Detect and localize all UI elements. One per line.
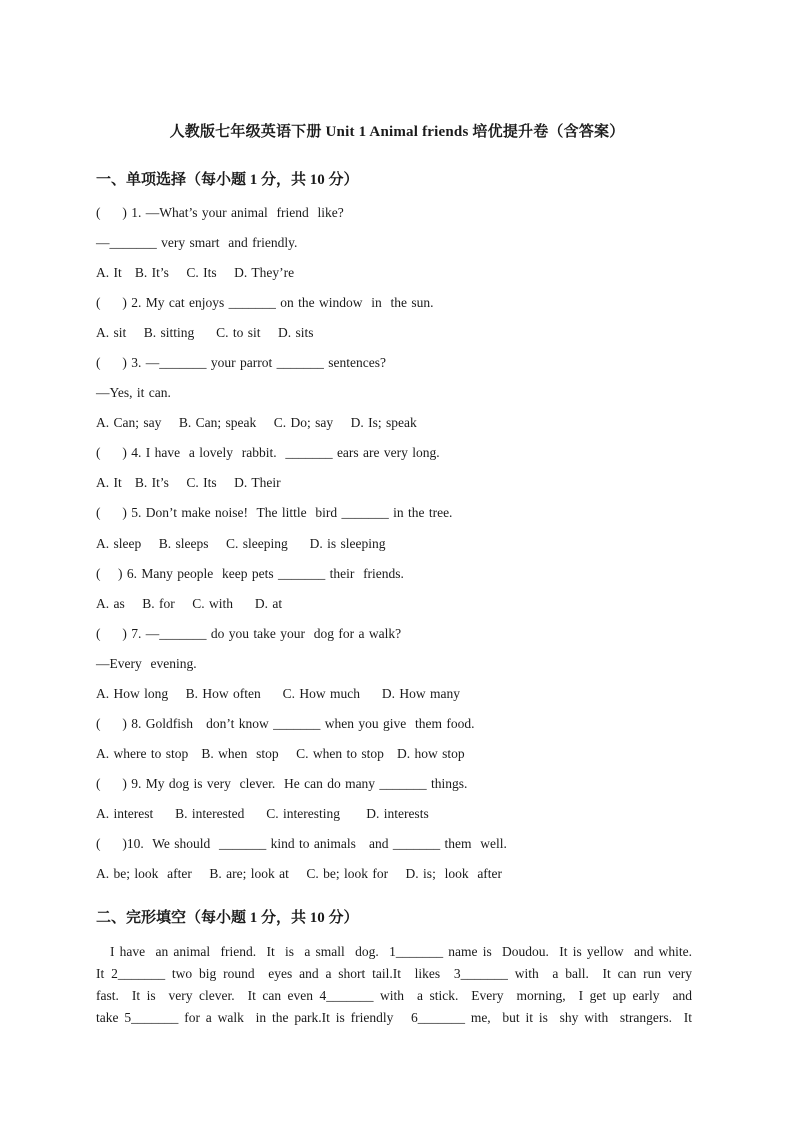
answer-options: A. interest B. interested C. interesting D. interests [96,805,429,821]
answer-options: A. sit B. sitting C. to sit D. sits [96,325,314,341]
answer-options: A. It B. It’s C. Its D. Their [96,475,281,491]
passage-line: take 5_______ for a walk in the park.It is friendly 6_______ me, but it is shy with strangers. It [96,1010,692,1025]
question-line: ( ) 8. Goldfish don’t know _______ when you give them food. [96,715,475,731]
answer-options: A. How long B. How often C. How much D. How many [96,685,460,701]
question-line: ( ) 3. —_______ your parrot _______ sentences? [96,355,386,371]
question-line: ( ) 2. My cat enjoys _______ on the window in the sun. [96,295,434,311]
question-line: ( ) 6. Many people keep pets _______ their friends. [96,565,404,581]
question-line: ( )10. We should _______ kind to animals and _______ them well. [96,835,507,851]
question-line: —Yes, it can. [96,385,171,401]
passage-line: fast. It is very clever. It can even 4_______ with a stick. Every morning, I get up early and [96,988,692,1003]
page-title: 人教版七年级英语下册 Unit 1 Animal friends 培优提升卷（含答案） [169,124,625,140]
passage-line: I have an animal friend. It is a small dog. 1_______ name is Doudou. It is yellow and white. [110,944,692,959]
answer-options: A. as B. for C. with D. at [96,595,283,611]
answer-options: A. It B. It’s C. Its D. They’re [96,265,295,281]
cloze-passage [96,941,692,1029]
question-line: —Every evening. [96,655,197,671]
question-line: ( ) 1. —What’s your animal friend like? [96,205,344,220]
answer-options: A. Can; say B. Can; speak C. Do; say D. Is; speak [96,415,417,431]
question-line: ( ) 7. —_______ do you take your dog for a walk? [96,625,402,641]
section-heading-cloze: 二、完形填空（每小题 1 分，共 10 分） [96,910,359,926]
answer-options: A. where to stop B. when stop C. when to stop D. how stop [96,745,465,761]
section-heading-multiple-choice: 一、单项选择（每小题 1 分，共 10 分） [96,172,359,188]
passage-line: It 2_______ two big round eyes and a short tail.It likes 3_______ with a ball. It can run very [96,966,692,981]
question-line: —_______ very smart and friendly. [96,235,298,251]
question-line: ( ) 4. I have a lovely rabbit. _______ ears are very long. [96,445,440,461]
answer-options: A. be; look after B. are; look at C. be; look for D. is; look after [96,866,503,882]
question-line: ( ) 9. My dog is very clever. He can do many _______ things. [96,775,468,791]
question-line: ( ) 5. Don’t make noise! The little bird _______ in the tree. [96,505,453,521]
answer-options: A. sleep B. sleeps C. sleeping D. is sleeping [96,535,386,551]
multiple-choice-questions [96,203,716,894]
